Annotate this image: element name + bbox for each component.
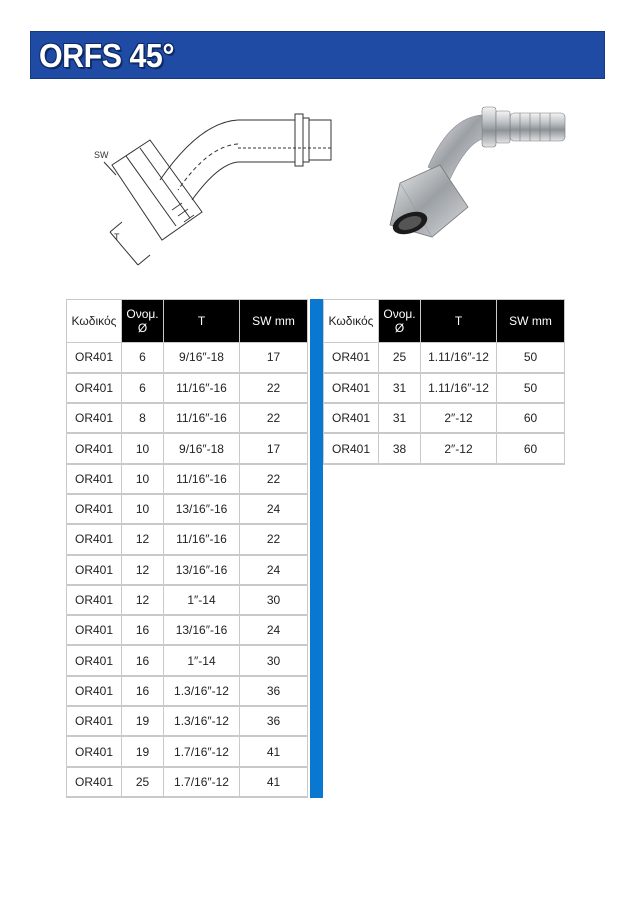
cell-code: OR401: [67, 524, 122, 554]
cell-thread: 11/16″-16: [164, 403, 240, 433]
table-row: [67, 767, 308, 797]
header-code: Κωδικός: [67, 300, 122, 343]
cell-sw: 50: [497, 373, 565, 403]
cell-nominal: 16: [122, 676, 164, 706]
cell-thread: 1.11/16″-12: [421, 373, 497, 403]
cell-nominal: 31: [379, 373, 421, 403]
cell-code: OR401: [67, 433, 122, 463]
cell-code: OR401: [324, 403, 379, 433]
cell-code: OR401: [67, 706, 122, 736]
cell-sw: 41: [240, 736, 308, 766]
cell-thread: 1.3/16″-12: [164, 676, 240, 706]
cell-thread: 13/16″-16: [164, 494, 240, 524]
cell-sw: 24: [240, 555, 308, 585]
table-row: [67, 706, 308, 736]
cell-code: OR401: [324, 433, 379, 463]
cell-nominal: 12: [122, 555, 164, 585]
table-row: [324, 343, 565, 373]
table-row: [67, 676, 308, 706]
page-header: [30, 31, 605, 79]
cell-sw: 17: [240, 343, 308, 373]
fitting-photo: [370, 95, 570, 260]
header-sw: SW mm: [497, 300, 565, 343]
table-row: [67, 524, 308, 554]
cell-code: OR401: [67, 585, 122, 615]
cell-code: OR401: [67, 615, 122, 645]
cell-thread: 2″-12: [421, 403, 497, 433]
table-row: [67, 585, 308, 615]
table-row: [67, 736, 308, 766]
table-row: [67, 403, 308, 433]
cell-thread: 11/16″-16: [164, 524, 240, 554]
cell-nominal: 38: [379, 433, 421, 463]
cell-sw: 30: [240, 645, 308, 675]
cell-code: OR401: [67, 373, 122, 403]
cell-thread: 13/16″-16: [164, 615, 240, 645]
cell-code: OR401: [67, 555, 122, 585]
table-row: [324, 433, 565, 463]
table-row: [324, 403, 565, 433]
cell-code: OR401: [67, 343, 122, 373]
header-sw: SW mm: [240, 300, 308, 343]
cell-code: OR401: [67, 403, 122, 433]
cell-nominal: 6: [122, 343, 164, 373]
cell-nominal: 8: [122, 403, 164, 433]
table-row: [67, 494, 308, 524]
header-nominal: Ονομ. Ø: [122, 300, 164, 343]
table-row: [67, 373, 308, 403]
cell-sw: 24: [240, 615, 308, 645]
cell-sw: 36: [240, 676, 308, 706]
cell-nominal: 19: [122, 736, 164, 766]
cell-code: OR401: [67, 464, 122, 494]
header-thread: T: [164, 300, 240, 343]
cell-sw: 60: [497, 403, 565, 433]
cell-nominal: 16: [122, 615, 164, 645]
cell-nominal: 6: [122, 373, 164, 403]
label-sw: SW: [94, 150, 109, 160]
cell-code: OR401: [67, 645, 122, 675]
cell-nominal: 12: [122, 585, 164, 615]
table-row: [67, 555, 308, 585]
cell-thread: 1.11/16″-12: [421, 343, 497, 373]
cell-sw: 50: [497, 343, 565, 373]
table-row: [67, 343, 308, 373]
spec-table-left: [66, 299, 308, 798]
cell-sw: 41: [240, 767, 308, 797]
cell-nominal: 25: [379, 343, 421, 373]
cell-code: OR401: [67, 736, 122, 766]
table-header-row: [324, 300, 565, 343]
table-row: [324, 373, 565, 403]
cell-thread: 13/16″-16: [164, 555, 240, 585]
cell-code: OR401: [67, 494, 122, 524]
page-title: ORFS 45°: [39, 37, 175, 74]
spec-table-right: [323, 299, 565, 465]
cell-sw: 30: [240, 585, 308, 615]
cell-nominal: 31: [379, 403, 421, 433]
cell-code: OR401: [67, 676, 122, 706]
cell-nominal: 10: [122, 464, 164, 494]
cell-code: OR401: [324, 373, 379, 403]
cell-thread: 1″-14: [164, 645, 240, 675]
cell-sw: 22: [240, 373, 308, 403]
cell-thread: 1″-14: [164, 585, 240, 615]
technical-drawing: [90, 100, 340, 275]
header-nominal: Ονομ. Ø: [379, 300, 421, 343]
header-code: Κωδικός: [324, 300, 379, 343]
accent-strip: [310, 299, 323, 798]
cell-sw: 24: [240, 494, 308, 524]
table-row: [67, 433, 308, 463]
cell-sw: 36: [240, 706, 308, 736]
cell-code: OR401: [67, 767, 122, 797]
cell-nominal: 16: [122, 645, 164, 675]
cell-code: OR401: [324, 343, 379, 373]
cell-sw: 17: [240, 433, 308, 463]
cell-thread: 2″-12: [421, 433, 497, 463]
table-header-row: [67, 300, 308, 343]
table-row: [67, 464, 308, 494]
cell-sw: 22: [240, 403, 308, 433]
cell-thread: 9/16″-18: [164, 343, 240, 373]
cell-thread: 1.7/16″-12: [164, 736, 240, 766]
header-thread: T: [421, 300, 497, 343]
table-row: [67, 645, 308, 675]
cell-sw: 60: [497, 433, 565, 463]
cell-nominal: 25: [122, 767, 164, 797]
cell-sw: 22: [240, 464, 308, 494]
cell-thread: 11/16″-16: [164, 373, 240, 403]
cell-nominal: 10: [122, 494, 164, 524]
cell-nominal: 12: [122, 524, 164, 554]
table-row: [67, 615, 308, 645]
cell-thread: 11/16″-16: [164, 464, 240, 494]
cell-thread: 1.7/16″-12: [164, 767, 240, 797]
cell-thread: 9/16″-18: [164, 433, 240, 463]
cell-sw: 22: [240, 524, 308, 554]
cell-thread: 1.3/16″-12: [164, 706, 240, 736]
cell-nominal: 19: [122, 706, 164, 736]
cell-nominal: 10: [122, 433, 164, 463]
label-t: T: [114, 232, 120, 242]
